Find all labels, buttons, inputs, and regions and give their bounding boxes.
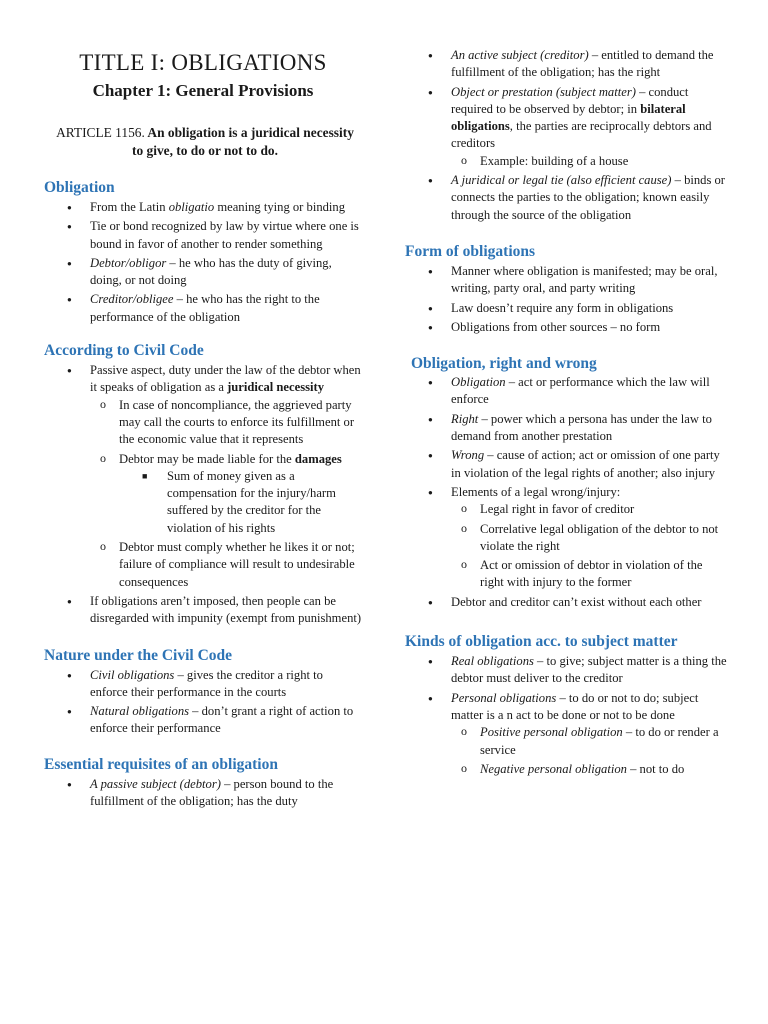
sub-list — [450, 724, 727, 778]
item-text: Passive aspect, duty under the law of the debtor when it speaks of obligation as a — [90, 363, 361, 395]
list-item — [405, 653, 727, 688]
heading-civil-code: According to Civil Code — [44, 342, 204, 360]
list-item — [44, 776, 362, 811]
right-column — [405, 0, 727, 780]
item-bold: juridical necessity — [227, 380, 324, 395]
item-term: A juridical or legal tie (also efficient cause) — [451, 173, 672, 188]
item-text: – person bound to the fulfillment of the obligation; has the duty — [90, 776, 334, 809]
item-text: Obligations from other sources – no form — [451, 319, 661, 334]
item-text: – conduct required to be observed by debtor; in — [451, 84, 689, 116]
item-text: Law doesn’t require any form in obligations — [451, 300, 674, 315]
item-text: – to do or not to do; subject matter is a n act to be done or not to be done — [451, 690, 699, 722]
item-text: – not to do — [626, 761, 685, 776]
item-term: A passive subject (debtor) — [90, 776, 221, 791]
item-text: – gives the creditor a right to enforce their performance in the courts — [90, 667, 323, 699]
article-number: ARTICLE 1156. — [56, 125, 145, 140]
heading-form: Form of obligations — [405, 242, 536, 260]
heading-requisites: Essential requisites of an obligation — [44, 755, 278, 773]
item-text: Manner where obligation is manifested; may be oral, writing, party oral, and party writing — [451, 263, 718, 296]
list-item — [44, 291, 362, 326]
sub-item — [450, 557, 727, 592]
kinds-list — [405, 653, 727, 778]
item-text: – to give; subject matter is a thing the debtor must deliver to the creditor — [451, 654, 727, 686]
list-item — [44, 218, 362, 253]
list-item — [44, 667, 362, 702]
list-item — [405, 319, 727, 336]
item-bold: bilateral obligations — [451, 101, 686, 134]
form-list — [405, 263, 727, 336]
item-term: Personal obligations — [451, 690, 557, 705]
list-item — [405, 484, 727, 592]
list-item — [405, 411, 727, 446]
left-column — [44, 0, 362, 812]
list-item — [405, 447, 727, 482]
item-text: If obligations aren’t imposed, then people can be disregarded with impunity (exempt from punishment) — [90, 593, 362, 626]
list-item — [44, 199, 362, 216]
item-term: Right — [451, 411, 479, 426]
sub-item — [89, 451, 362, 537]
article-1156 — [56, 124, 354, 160]
list-item — [44, 255, 362, 290]
item-text: Sum of money given as a compensation for the injury/harm suffered by the creditor for the violation of his rights — [167, 468, 336, 535]
requisites-list-continued — [405, 47, 727, 224]
item-text: – entitled to demand the fulfillment of the obligation; has the right — [451, 48, 714, 80]
sub-item — [450, 521, 727, 556]
item-text: Debtor may be made liable for the — [119, 451, 295, 466]
item-term: An active subject (creditor) — [451, 48, 589, 62]
item-text: – act or performance which the law will enforce — [451, 375, 710, 407]
heading-right-wrong: Obligation, right and wrong — [411, 355, 597, 373]
heading-nature: Nature under the Civil Code — [44, 646, 233, 664]
list-item — [44, 593, 362, 628]
item-term: Debtor/obligor — [90, 255, 167, 270]
item-text: Act or omission of debtor in violation of the right with injury to the former — [480, 558, 703, 590]
item-text: – binds or connects the parties to the obligation; known easily through the source of the obligation — [451, 173, 725, 222]
item-text: Tie or bond recognized by law by virtue where one is bound in favor of another to render something — [90, 219, 359, 251]
sub-item — [89, 397, 362, 449]
item-text: , the parties are reciprocally debtors and creditors — [451, 119, 712, 151]
sub-item — [450, 761, 727, 778]
chapter-heading: Chapter 1: General Provisions — [92, 81, 314, 100]
item-text: Legal right in favor of creditor — [480, 502, 635, 517]
sub-sub-item — [119, 468, 362, 537]
list-item — [405, 374, 727, 409]
item-text: In case of noncompliance, the aggrieved party may call the courts to enforce its fulfillment or the economic value that it represents — [119, 397, 355, 447]
list-item — [44, 703, 362, 738]
item-term: Positive personal obligation — [480, 725, 623, 740]
item-term: Creditor/obligee — [90, 292, 174, 307]
item-text: – cause of action; act or omission of one party in violation of the legal rights of another; also injury — [451, 448, 720, 480]
civil-code-list — [44, 362, 362, 627]
sub-item — [450, 153, 727, 170]
sub-item — [450, 724, 727, 759]
sub-list — [89, 397, 362, 591]
item-text: Debtor must comply whether he likes it or not; failure of compliance will result to undesirable consequences — [119, 540, 355, 589]
obligation-list — [44, 199, 362, 326]
sub-item — [89, 539, 362, 591]
sub-list — [450, 153, 727, 170]
item-term: Object or prestation (subject matter) — [451, 84, 636, 99]
list-item — [405, 594, 727, 611]
item-text: – to do or render a service — [480, 725, 719, 757]
item-text: Debtor and creditor can’t exist without each other — [451, 594, 702, 609]
item-term: Negative personal obligation — [480, 761, 627, 776]
article-text: An obligation is a juridical necessity to give, to do or not to do. — [132, 125, 354, 158]
nature-list — [44, 667, 362, 738]
item-term: obligatio — [168, 200, 215, 214]
item-text: Elements of a legal wrong/injury: — [451, 484, 621, 499]
item-bold: damages — [294, 451, 342, 466]
list-item — [44, 362, 362, 591]
item-term: Wrong — [451, 448, 485, 463]
item-text: – he who has the duty of giving, doing, or not doing — [90, 255, 332, 288]
item-text: Correlative legal obligation of the debtor to not violate the right — [480, 521, 719, 553]
sub-item — [450, 501, 727, 518]
document-title: TITLE I: OBLIGATIONS — [79, 50, 327, 75]
item-text: From the Latin — [90, 200, 169, 214]
item-text: – power which a persona has under the law to demand from another prestation — [451, 411, 712, 444]
heading-kinds: Kinds of obligation acc. to subject matter — [405, 633, 678, 651]
item-text: – he who has the right to the performance of the obligation — [90, 292, 320, 324]
list-item — [405, 47, 727, 82]
right-wrong-list — [405, 374, 727, 611]
item-text: – don’t grant a right of action to enforce their performance — [90, 704, 354, 736]
item-term: Civil obligations — [90, 667, 175, 682]
list-item — [405, 690, 727, 778]
item-term: Obligation — [451, 375, 506, 390]
sub-sub-list — [119, 468, 362, 537]
item-text: Example: building of a house — [480, 153, 629, 168]
list-item — [405, 300, 727, 317]
list-item — [405, 172, 727, 224]
item-text: meaning tying or binding — [214, 200, 346, 214]
item-term: Real obligations — [451, 654, 534, 669]
requisites-list — [44, 776, 362, 811]
list-item — [405, 84, 727, 170]
heading-obligation: Obligation — [44, 179, 115, 196]
list-item — [405, 263, 727, 298]
sub-list — [450, 501, 727, 591]
item-term: Natural obligations — [90, 704, 190, 719]
